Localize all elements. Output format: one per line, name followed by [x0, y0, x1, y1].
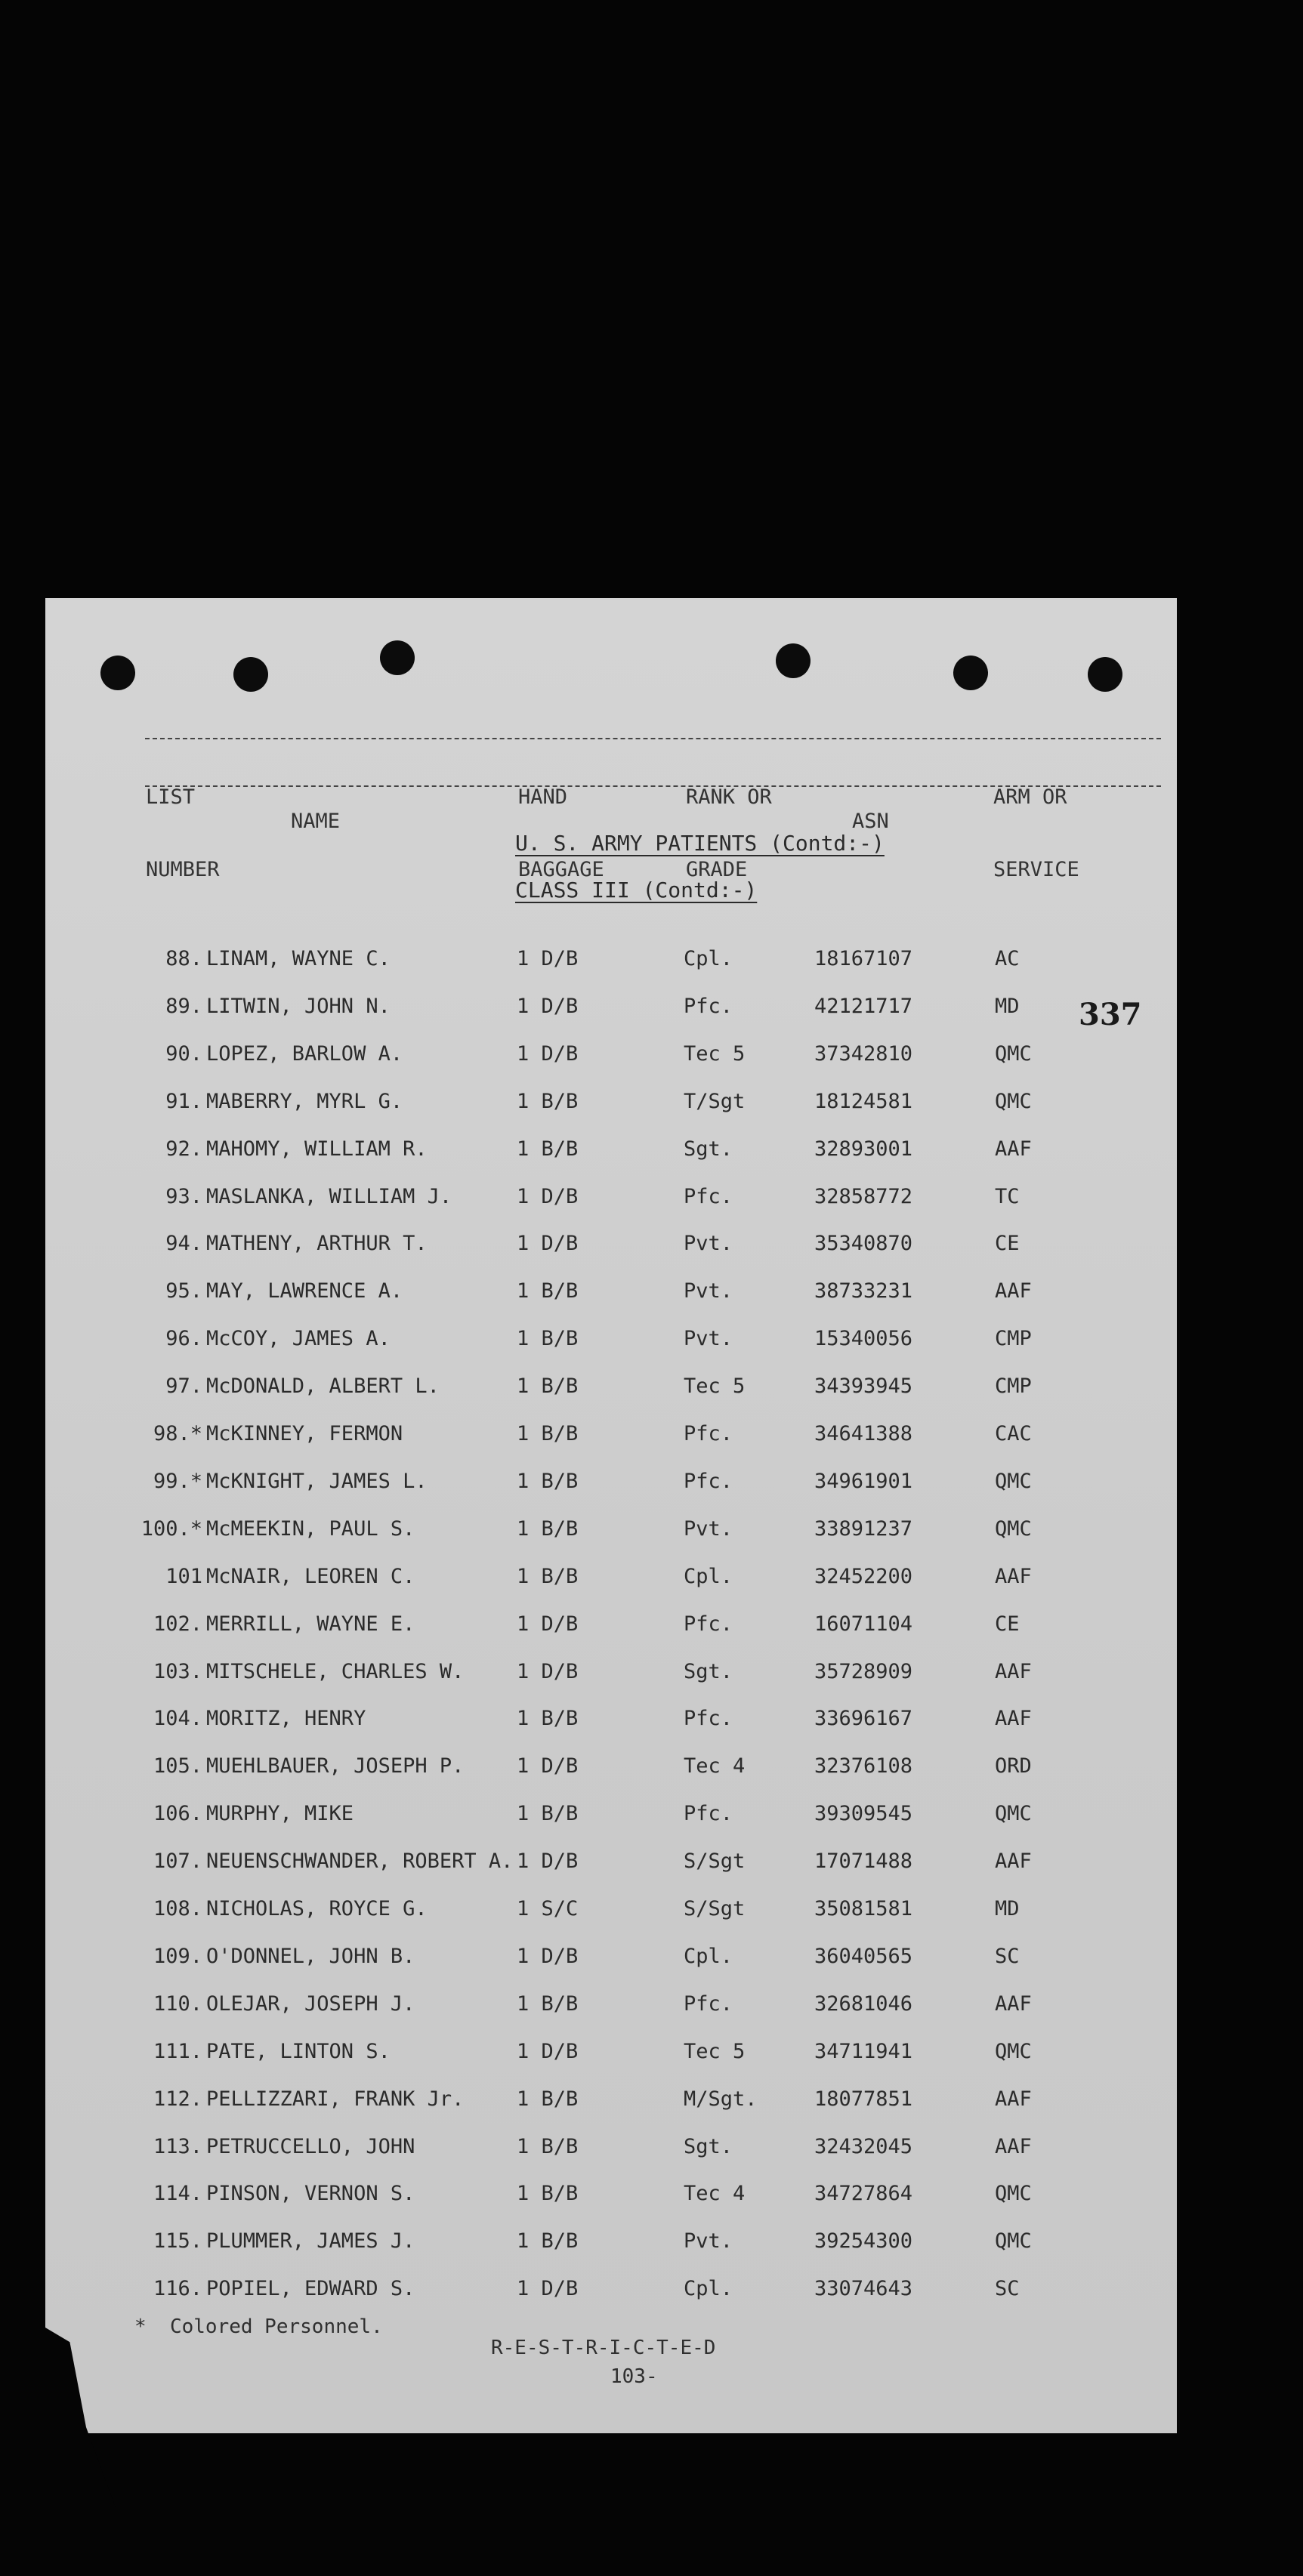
- asn: 33891237: [814, 1516, 913, 1541]
- patient-name: PINSON, VERNON S.: [206, 2182, 415, 2206]
- patient-name: MAHOMY, WILLIAM R.: [206, 1137, 428, 1161]
- hand-baggage: 1 B/B: [517, 1089, 579, 1113]
- rank-or-grade: Tec 5: [684, 1374, 746, 1399]
- list-number: 115.: [153, 2229, 202, 2254]
- document-sheet: [45, 598, 1177, 2433]
- page-mark: 337: [1079, 997, 1142, 1032]
- table-row: [45, 1422, 1177, 1452]
- list-number: 98.*: [153, 1422, 202, 1445]
- arm-or-service: QMC: [995, 2039, 1032, 2063]
- header-text: NUMBER: [146, 858, 220, 881]
- patient-name: MURPHY, MIKE: [206, 1802, 354, 1826]
- hand-baggage: 1 B/B: [517, 1469, 579, 1493]
- arm-or-service: QMC: [995, 2182, 1032, 2206]
- patient-name: PETRUCCELLO, JOHN: [206, 2134, 415, 2158]
- rank-or-grade: Pfc.: [684, 1469, 733, 1493]
- rank-or-grade: Tec 5: [684, 2039, 746, 2063]
- asn: 35340870: [814, 1232, 913, 1256]
- list-number: 88.: [165, 947, 202, 970]
- table-row: [45, 1042, 1177, 1072]
- asn: 16071104: [814, 1612, 913, 1636]
- arm-or-service: CAC: [995, 1422, 1032, 1445]
- header-text: HAND: [518, 785, 568, 809]
- list-number: 102.: [153, 1612, 202, 1636]
- hand-baggage: 1 D/B: [517, 1232, 579, 1256]
- rank-or-grade: Pfc.: [684, 1184, 733, 1208]
- rank-or-grade: Cpl.: [684, 947, 733, 970]
- patient-name: PLUMMER, JAMES J.: [206, 2229, 415, 2254]
- table-row: [45, 1945, 1177, 1975]
- hand-baggage: 1 B/B: [517, 2229, 579, 2254]
- arm-or-service: AC: [995, 947, 1020, 970]
- patient-name: PATE, LINTON S.: [206, 2039, 391, 2063]
- arm-or-service: AAF: [995, 1849, 1032, 1874]
- rank-or-grade: Pvt.: [684, 2229, 733, 2254]
- table-row: [45, 1802, 1177, 1832]
- list-number: 95.: [165, 1279, 202, 1303]
- patient-name: O'DONNEL, JOHN B.: [206, 1944, 415, 1968]
- rank-or-grade: S/Sgt: [684, 1897, 746, 1920]
- patient-name: POPIEL, EDWARD S.: [206, 2277, 415, 2301]
- list-number: 108.: [153, 1897, 202, 1920]
- patient-name: LINAM, WAYNE C.: [206, 947, 391, 970]
- section-title: U. S. ARMY PATIENTS (Contd:-): [515, 831, 885, 856]
- list-number: 106.: [153, 1802, 202, 1826]
- arm-or-service: CE: [995, 1612, 1020, 1636]
- header-name: [291, 761, 340, 882]
- rank-or-grade: Cpl.: [684, 1564, 733, 1588]
- patient-name: MORITZ, HENRY: [206, 1707, 366, 1731]
- hand-baggage: 1 B/B: [517, 1279, 579, 1303]
- hand-baggage: 1 B/B: [517, 1374, 579, 1399]
- rank-or-grade: Pfc.: [684, 1612, 733, 1636]
- table-row: [45, 1327, 1177, 1357]
- table-row: [45, 1374, 1177, 1405]
- patient-name: MERRILL, WAYNE E.: [206, 1612, 415, 1636]
- header-arm-or-service: [993, 737, 1079, 930]
- hand-baggage: 1 B/B: [517, 2087, 579, 2111]
- list-number: 103.: [153, 1659, 202, 1683]
- hand-baggage: 1 B/B: [517, 1802, 579, 1826]
- hand-baggage: 1 D/B: [517, 1944, 579, 1968]
- asn: 38733231: [814, 1279, 913, 1303]
- arm-or-service: CE: [995, 1232, 1020, 1256]
- list-number: 111.: [153, 2039, 202, 2063]
- asn: 34393945: [814, 1374, 913, 1399]
- patient-name: LITWIN, JOHN N.: [206, 994, 391, 1018]
- rank-or-grade: Sgt.: [684, 2134, 733, 2158]
- punch-hole: [953, 656, 988, 690]
- asn: 39254300: [814, 2229, 913, 2254]
- list-number: 96.: [165, 1327, 202, 1351]
- table-row: [45, 1279, 1177, 1310]
- patient-name: NICHOLAS, ROYCE G.: [206, 1897, 428, 1920]
- arm-or-service: SC: [995, 2277, 1020, 2301]
- hand-baggage: 1 D/B: [517, 1612, 579, 1636]
- rank-or-grade: S/Sgt: [684, 1849, 746, 1874]
- arm-or-service: AAF: [995, 1564, 1032, 1588]
- hand-baggage: 1 B/B: [517, 1516, 579, 1541]
- list-number: 112.: [153, 2087, 202, 2111]
- list-number: 105.: [153, 1754, 202, 1779]
- arm-or-service: QMC: [995, 2229, 1032, 2254]
- list-number: 97.: [165, 1374, 202, 1399]
- asn: 32376108: [814, 1754, 913, 1779]
- arm-or-service: TC: [995, 1184, 1020, 1208]
- hand-baggage: 1 B/B: [517, 1422, 579, 1445]
- list-number: 91.: [165, 1089, 202, 1113]
- rank-or-grade: Pfc.: [684, 1991, 733, 2016]
- asn: 18077851: [814, 2087, 913, 2111]
- patient-name: MITSCHELE, CHARLES W.: [206, 1659, 465, 1683]
- table-row: [45, 1849, 1177, 1880]
- punch-hole: [380, 640, 415, 675]
- arm-or-service: AAF: [995, 1659, 1032, 1683]
- list-number: 113.: [153, 2134, 202, 2158]
- table-row: [45, 2277, 1177, 2307]
- hand-baggage: 1 S/C: [517, 1897, 579, 1920]
- asn: 18124581: [814, 1089, 913, 1113]
- arm-or-service: AAF: [995, 1707, 1032, 1731]
- header-asn: [852, 761, 901, 882]
- header-text: BAGGAGE: [518, 858, 604, 881]
- table-row: [45, 1612, 1177, 1643]
- section-subtitle: CLASS III (Contd:-): [515, 878, 758, 902]
- rank-or-grade: Pfc.: [684, 994, 733, 1018]
- table-row: [45, 1470, 1177, 1500]
- asn: 35081581: [814, 1897, 913, 1920]
- list-number: 99.*: [153, 1469, 202, 1493]
- table-row: [45, 2135, 1177, 2165]
- arm-or-service: QMC: [995, 1516, 1032, 1541]
- rank-or-grade: Tec 5: [684, 1041, 746, 1066]
- table-row: [45, 1090, 1177, 1120]
- hand-baggage: 1 D/B: [517, 1184, 579, 1208]
- table-row: [45, 2040, 1177, 2070]
- hand-baggage: 1 B/B: [517, 1327, 579, 1351]
- table-row: [45, 947, 1177, 977]
- arm-or-service: AAF: [995, 2134, 1032, 2158]
- list-number: 101: [165, 1564, 202, 1588]
- header-text: LIST: [146, 785, 196, 809]
- patient-name: PELLIZZARI, FRANK Jr.: [206, 2087, 465, 2111]
- asn: 15340056: [814, 1327, 913, 1351]
- punch-hole: [233, 657, 268, 692]
- hand-baggage: 1 D/B: [517, 2039, 579, 2063]
- header-text: ARM OR: [993, 785, 1067, 809]
- list-number: 107.: [153, 1849, 202, 1874]
- asn: 34641388: [814, 1422, 913, 1445]
- patient-name: LOPEZ, BARLOW A.: [206, 1041, 403, 1066]
- arm-or-service: CMP: [995, 1327, 1032, 1351]
- punch-hole: [776, 643, 811, 678]
- hand-baggage: 1 B/B: [517, 1137, 579, 1161]
- rank-or-grade: T/Sgt: [684, 1089, 746, 1113]
- patient-name: MUEHLBAUER, JOSEPH P.: [206, 1754, 465, 1779]
- list-number: 92.: [165, 1137, 202, 1161]
- asn: 32893001: [814, 1137, 913, 1161]
- hand-baggage: 1 B/B: [517, 1564, 579, 1588]
- list-number: 109.: [153, 1944, 202, 1968]
- torn-corner: [45, 2328, 181, 2509]
- table-row: [45, 1185, 1177, 1215]
- patient-name: McDONALD, ALBERT L.: [206, 1374, 440, 1399]
- asn: 36040565: [814, 1944, 913, 1968]
- table-row: [45, 1754, 1177, 1785]
- arm-or-service: AAF: [995, 2087, 1032, 2111]
- list-number: 89.: [165, 994, 202, 1018]
- rank-or-grade: Sgt.: [684, 1137, 733, 1161]
- list-number: 104.: [153, 1707, 202, 1731]
- arm-or-service: AAF: [995, 1137, 1032, 1161]
- asn: 42121717: [814, 994, 913, 1018]
- header-text: SERVICE: [993, 858, 1079, 881]
- hand-baggage: 1 B/B: [517, 1707, 579, 1731]
- patient-name: McCOY, JAMES A.: [206, 1327, 391, 1351]
- arm-or-service: QMC: [995, 1089, 1032, 1113]
- header-text: GRADE: [686, 858, 748, 881]
- patient-name: MATHENY, ARTHUR T.: [206, 1232, 428, 1256]
- patient-name: MABERRY, MYRL G.: [206, 1089, 403, 1113]
- hand-baggage: 1 D/B: [517, 1754, 579, 1779]
- hand-baggage: 1 B/B: [517, 1991, 579, 2016]
- table-row: [45, 2182, 1177, 2212]
- arm-or-service: ORD: [995, 1754, 1032, 1779]
- patient-name: McKNIGHT, JAMES L.: [206, 1469, 428, 1493]
- rank-or-grade: Pfc.: [684, 1707, 733, 1731]
- rank-or-grade: Tec 4: [684, 2182, 746, 2206]
- table-row: [45, 1517, 1177, 1547]
- list-number: 114.: [153, 2182, 202, 2206]
- rank-or-grade: Pfc.: [684, 1802, 733, 1826]
- list-number: 94.: [165, 1232, 202, 1256]
- arm-or-service: QMC: [995, 1041, 1032, 1066]
- arm-or-service: QMC: [995, 1469, 1032, 1493]
- table-row: [45, 1137, 1177, 1168]
- rank-or-grade: Pvt.: [684, 1327, 733, 1351]
- rank-or-grade: Cpl.: [684, 1944, 733, 1968]
- hand-baggage: 1 D/B: [517, 1659, 579, 1683]
- patient-name: OLEJAR, JOSEPH J.: [206, 1991, 415, 2016]
- asn: 32452200: [814, 1564, 913, 1588]
- rank-or-grade: M/Sgt.: [684, 2087, 758, 2111]
- table-row: [45, 1707, 1177, 1737]
- asn: 33074643: [814, 2277, 913, 2301]
- arm-or-service: AAF: [995, 1279, 1032, 1303]
- asn: 34727864: [814, 2182, 913, 2206]
- list-number: 110.: [153, 1991, 202, 2016]
- hand-baggage: 1 D/B: [517, 994, 579, 1018]
- table-row: [45, 1992, 1177, 2022]
- list-number: 100.*: [140, 1516, 202, 1541]
- hand-baggage: 1 D/B: [517, 2277, 579, 2301]
- asn: 34711941: [814, 2039, 913, 2063]
- rank-or-grade: Pvt.: [684, 1516, 733, 1541]
- list-number: 90.: [165, 1041, 202, 1066]
- header-text: RANK OR: [686, 785, 772, 809]
- hand-baggage: 1 B/B: [517, 2182, 579, 2206]
- rank-or-grade: Pfc.: [684, 1422, 733, 1445]
- asn: 33696167: [814, 1707, 913, 1731]
- patient-name: MASLANKA, WILLIAM J.: [206, 1184, 452, 1208]
- classification-mark: R-E-S-T-R-I-C-T-E-D: [491, 2337, 716, 2359]
- table-row: [45, 995, 1177, 1025]
- asn: 18167107: [814, 947, 913, 970]
- page-number: 103-: [610, 2365, 658, 2388]
- asn: 32858772: [814, 1184, 913, 1208]
- arm-or-service: MD: [995, 994, 1020, 1018]
- patient-name: McNAIR, LEOREN C.: [206, 1564, 415, 1588]
- table-row: [45, 1565, 1177, 1595]
- table-row: [45, 1660, 1177, 1690]
- table-row: [45, 2229, 1177, 2260]
- arm-or-service: MD: [995, 1897, 1020, 1920]
- arm-or-service: AAF: [995, 1991, 1032, 2016]
- rank-or-grade: Pvt.: [684, 1232, 733, 1256]
- arm-or-service: SC: [995, 1944, 1020, 1968]
- list-number: 116.: [153, 2277, 202, 2301]
- arm-or-service: CMP: [995, 1374, 1032, 1399]
- header-text: ASN: [852, 810, 889, 833]
- hand-baggage: 1 B/B: [517, 2134, 579, 2158]
- patient-name: MAY, LAWRENCE A.: [206, 1279, 403, 1303]
- rank-or-grade: Tec 4: [684, 1754, 746, 1779]
- table-row: [45, 1897, 1177, 1927]
- hand-baggage: 1 D/B: [517, 947, 579, 970]
- rank-or-grade: Sgt.: [684, 1659, 733, 1683]
- asn: 32681046: [814, 1991, 913, 2016]
- list-number: 93.: [165, 1184, 202, 1208]
- rank-or-grade: Pvt.: [684, 1279, 733, 1303]
- arm-or-service: QMC: [995, 1802, 1032, 1826]
- header-list-number: [146, 737, 220, 930]
- asn: 34961901: [814, 1469, 913, 1493]
- asn: 37342810: [814, 1041, 913, 1066]
- asn: 17071488: [814, 1849, 913, 1874]
- asn: 35728909: [814, 1659, 913, 1683]
- table-row: [45, 2087, 1177, 2118]
- hand-baggage: 1 D/B: [517, 1849, 579, 1874]
- patient-name: McMEEKIN, PAUL S.: [206, 1516, 415, 1541]
- header-text: NAME: [291, 810, 341, 833]
- footnote: * Colored Personnel.: [134, 2315, 383, 2338]
- rank-or-grade: Cpl.: [684, 2277, 733, 2301]
- asn: 39309545: [814, 1802, 913, 1826]
- patient-name: NEUENSCHWANDER, ROBERT A.: [206, 1849, 514, 1874]
- punch-hole: [1088, 657, 1122, 692]
- hand-baggage: 1 D/B: [517, 1041, 579, 1066]
- patient-name: McKINNEY, FERMON: [206, 1422, 403, 1445]
- asn: 32432045: [814, 2134, 913, 2158]
- punch-hole: [100, 656, 135, 690]
- table-row: [45, 1232, 1177, 1262]
